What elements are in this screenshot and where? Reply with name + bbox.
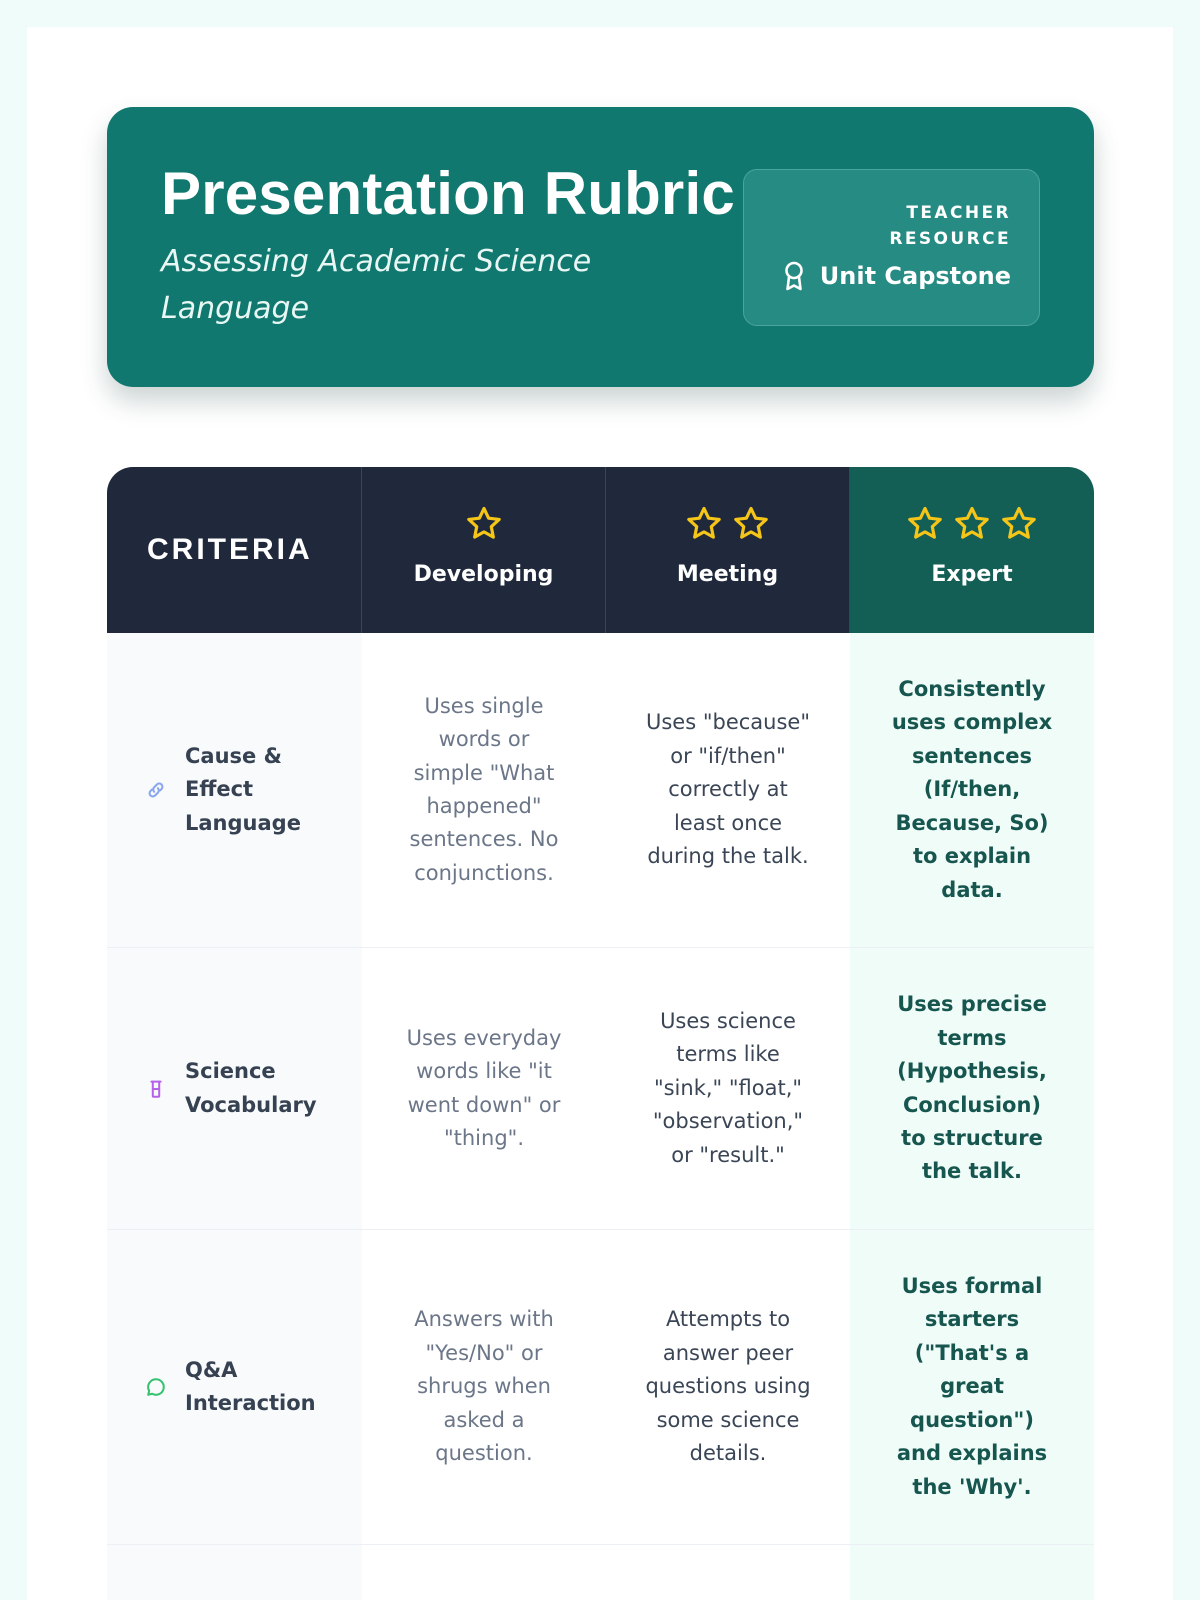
- table-row: [107, 1230, 1094, 1545]
- header-card: [107, 107, 1094, 387]
- criterion: [145, 1354, 316, 1421]
- badge-label: Unit Capstone: [819, 262, 1011, 290]
- page-title: Presentation Rubric: [161, 160, 735, 227]
- criterion: [145, 740, 301, 840]
- developing-descriptor: Answers with "Yes/No" or shrugs when asked a question.: [362, 1230, 606, 1544]
- star-rating: [606, 505, 849, 543]
- expert-descriptor: [850, 1545, 1094, 1600]
- star-rating: [362, 505, 605, 543]
- criteria-column-header: CRITERIA: [107, 467, 362, 633]
- star-icon: [732, 505, 770, 543]
- rubric-table: [107, 467, 1094, 1600]
- developing-descriptor: Uses everyday words like "it went down" or "thing".: [362, 948, 606, 1229]
- award-ribbon-icon: [780, 260, 808, 292]
- meeting-descriptor: Uses science terms like "sink," "float," "observation," or "result.": [606, 948, 850, 1229]
- star-icon: [685, 505, 723, 543]
- level-header-developing: [362, 467, 606, 633]
- rubric-page: [27, 27, 1173, 1600]
- level-header-meeting: [606, 467, 850, 633]
- criterion-cell: [107, 633, 362, 947]
- badge-kicker: TEACHER RESOURCE: [889, 203, 1011, 249]
- developing-descriptor: Uses single words or simple "What happened" sentences. No conjunctions.: [362, 633, 606, 947]
- beaker-icon: [145, 1076, 167, 1102]
- level-name: Developing: [413, 562, 554, 587]
- resource-badge: [743, 169, 1040, 326]
- page-subtitle: Assessing Academic Science Language: [161, 244, 592, 326]
- badge-row: [780, 260, 1011, 292]
- meeting-descriptor: Attempts to answer peer questions using some science details.: [606, 1230, 850, 1544]
- star-icon: [465, 505, 503, 543]
- criterion: [145, 1055, 317, 1122]
- expert-descriptor: Uses precise terms (Hypothesis, Conclusion) to structure the talk.: [850, 948, 1094, 1229]
- meeting-descriptor: [606, 1545, 850, 1600]
- table-row: [107, 633, 1094, 948]
- chat-bubble-icon: [145, 1374, 167, 1400]
- criterion-name: Cause & Effect Language: [185, 743, 301, 835]
- criterion-cell: [107, 1230, 362, 1544]
- table-row: [107, 948, 1094, 1230]
- level-header-expert: [850, 467, 1094, 633]
- link-icon: [145, 777, 167, 803]
- level-name: Meeting: [676, 562, 779, 587]
- criterion-name: Science Vocabulary: [185, 1059, 317, 1117]
- criterion-cell: [107, 1545, 362, 1600]
- star-icon: [1000, 505, 1038, 543]
- star-rating: [850, 505, 1094, 543]
- criterion-cell: [107, 948, 362, 1229]
- expert-descriptor: Consistently uses complex sentences (If/then, Because, So) to explain data.: [850, 633, 1094, 947]
- criterion-name: Q&A Interaction: [185, 1357, 316, 1415]
- table-row: [107, 1545, 1094, 1600]
- table-header: [107, 467, 1094, 633]
- star-icon: [906, 505, 944, 543]
- level-name: Expert: [931, 562, 1013, 587]
- star-icon: [953, 505, 991, 543]
- developing-descriptor: [362, 1545, 606, 1600]
- meeting-descriptor: Uses "because" or "if/then" correctly at least once during the talk.: [606, 633, 850, 947]
- expert-descriptor: Uses formal starters ("That's a great question") and explains the 'Why'.: [850, 1230, 1094, 1544]
